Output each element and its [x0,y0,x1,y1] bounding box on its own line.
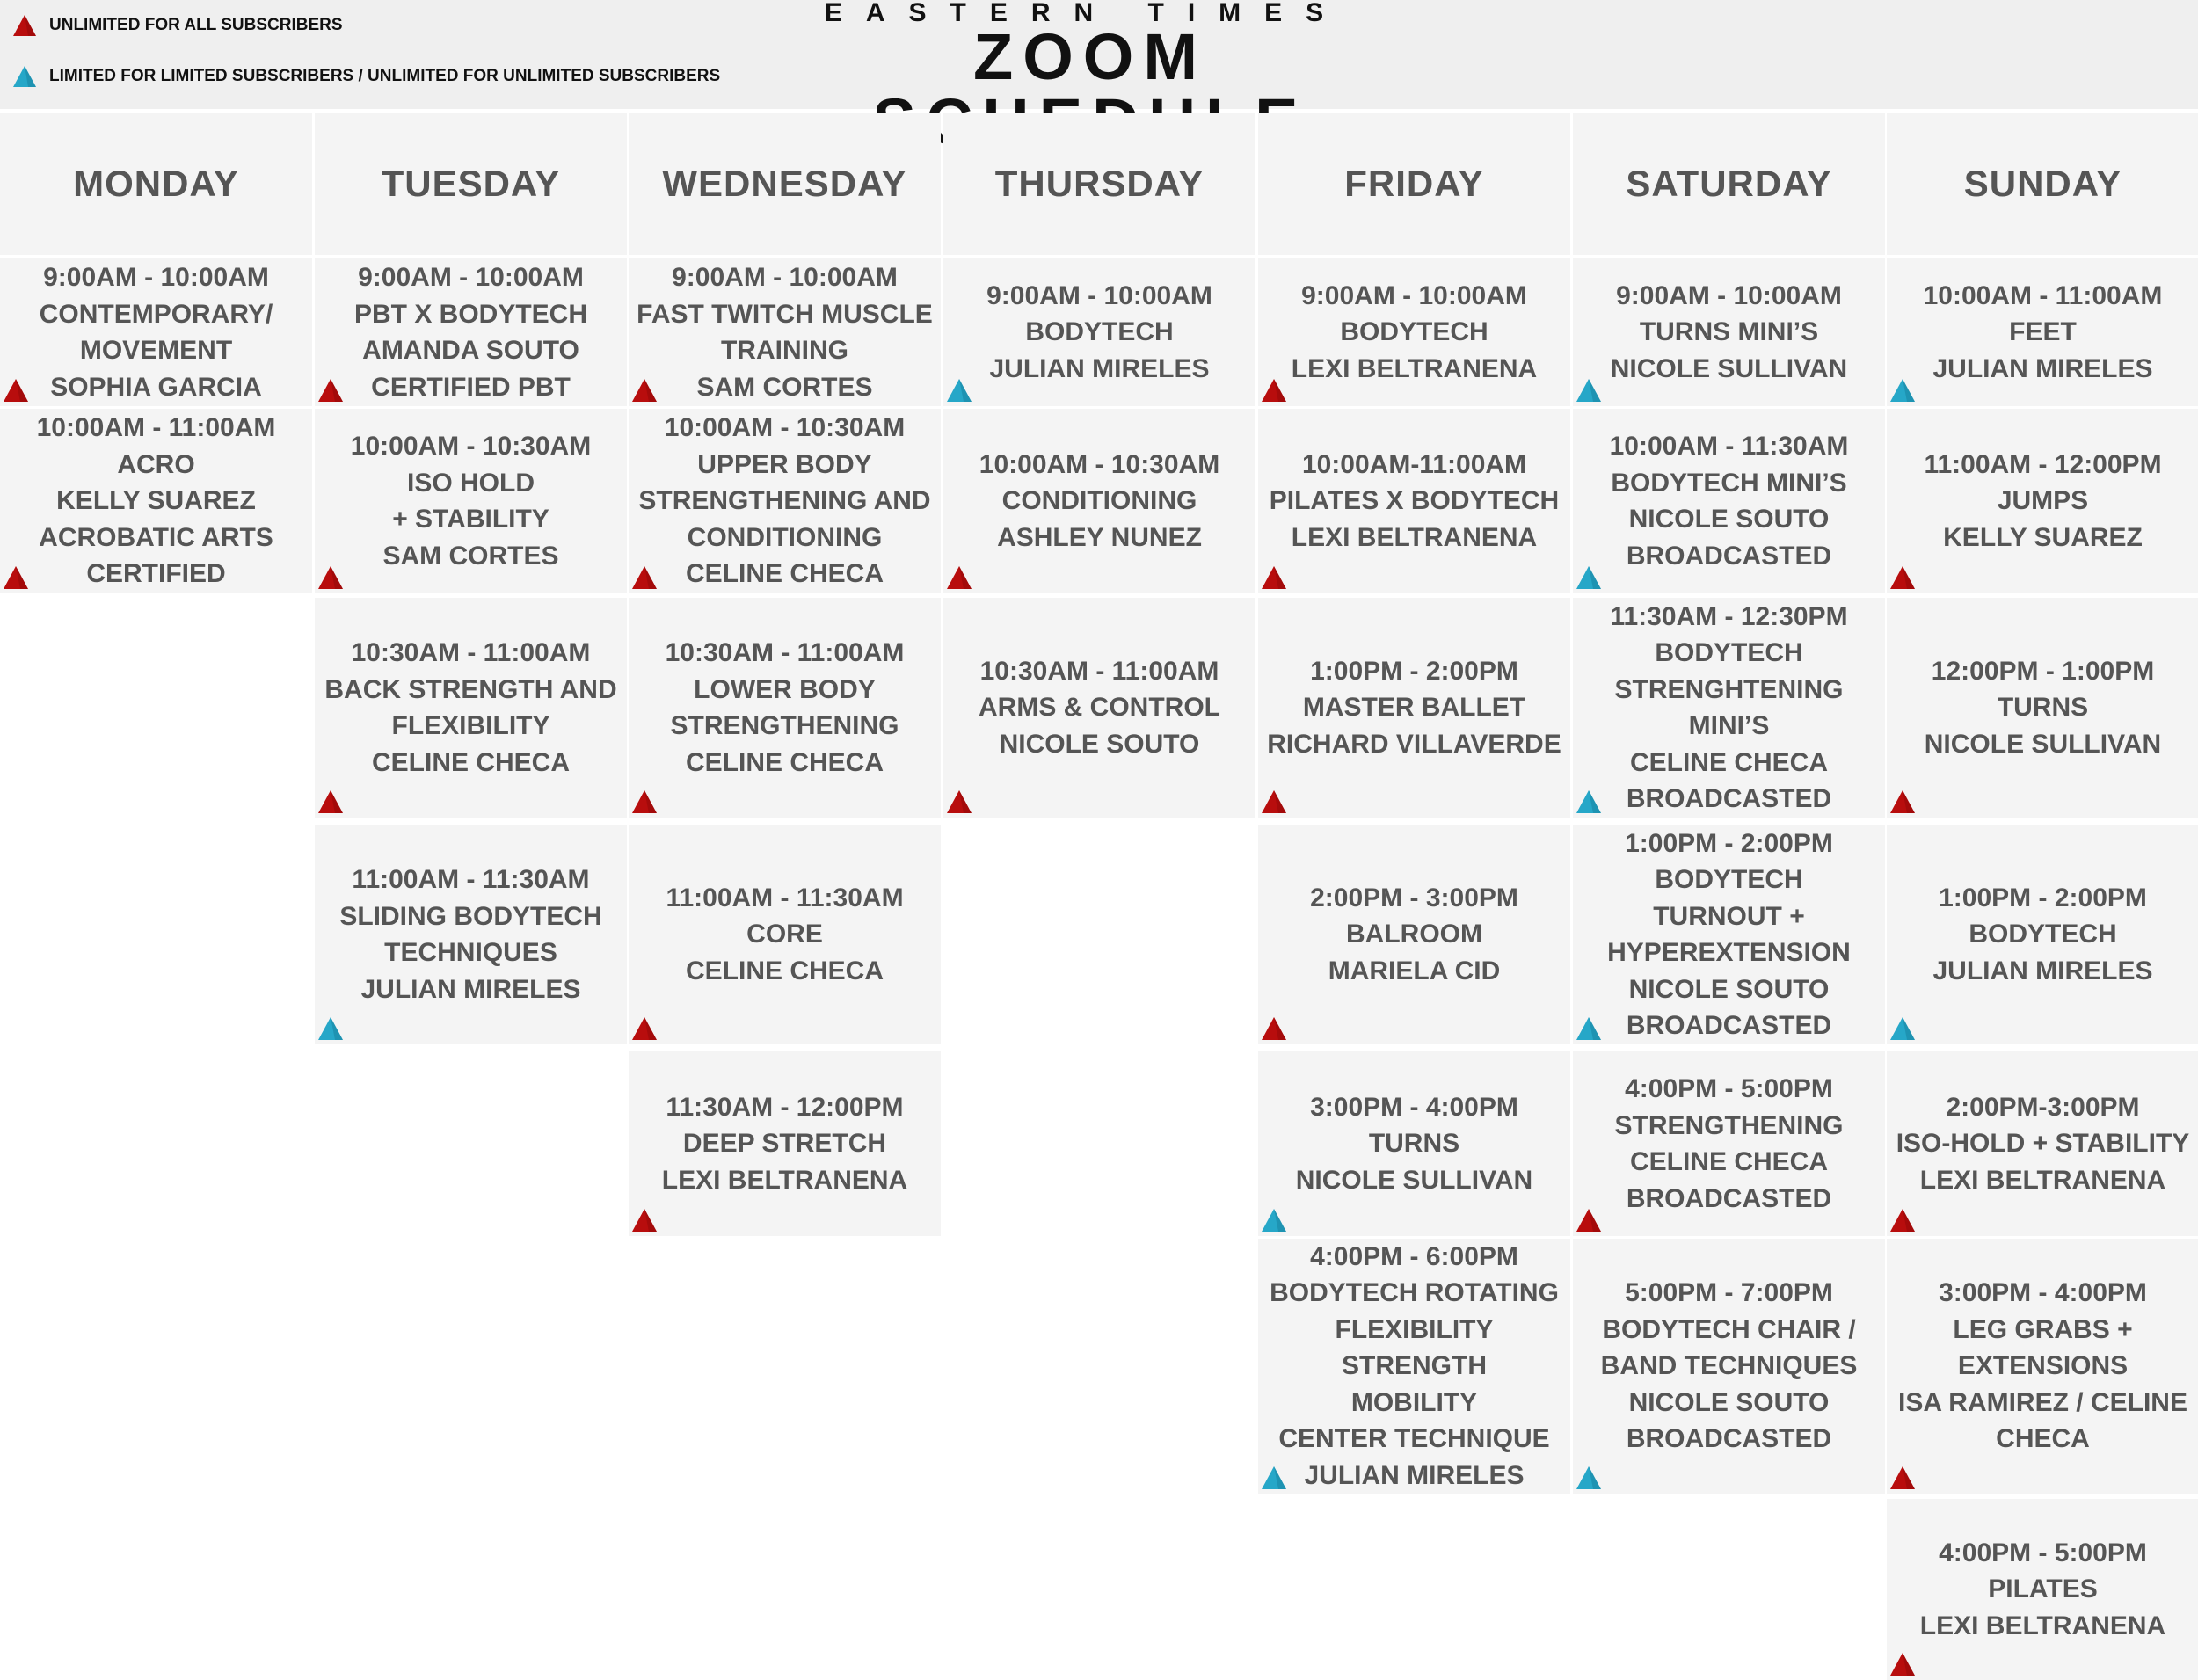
class-detail-line: KELLY SUAREZ [1943,522,2143,552]
class-detail-line: ACRO [117,449,195,479]
class-detail-line: MINI’S [1688,711,1770,740]
class-detail-line: CELINE CHECA [685,956,884,985]
class-time: 10:00AM - 10:30AM [979,449,1220,479]
class-time: 5:00PM - 7:00PM [1625,1278,1833,1308]
red-triangle-icon [1889,1207,1916,1233]
class-detail-line: BODYTECH [1655,865,1803,894]
class-details [986,278,1212,388]
class-detail-line: BROADCASTED [1626,1183,1832,1213]
blue-triangle-icon [946,377,972,404]
class-cell [1887,409,2198,593]
red-triangle-icon [1261,377,1287,404]
class-detail-line: NICOLE SOUTO [1628,974,1830,1004]
class-detail-line: STRENGTH [1342,1351,1487,1381]
class-cell [1573,409,1885,593]
class-detail-line: CHECA [1996,1424,2090,1454]
class-time: 11:30AM - 12:00PM [666,1092,904,1122]
class-detail-line: BROADCASTED [1626,1424,1832,1454]
class-detail-line: KELLY SUAREZ [56,486,256,516]
red-triangle-icon [1889,564,1916,591]
class-time: 10:30AM - 11:00AM [979,656,1219,686]
day-header-saturday: SATURDAY [1573,113,1885,255]
class-cell [1887,825,2198,1044]
legend-label-unlimited: UNLIMITED FOR ALL SUBSCRIBERS [49,16,343,34]
class-cell [943,598,1255,818]
class-detail-line: AMANDA SOUTO [362,336,579,365]
blue-triangle-icon [1576,1015,1602,1042]
class-detail-line: STRENGTHENING [670,711,899,740]
class-details [1932,880,2152,990]
class-time: 9:00AM - 10:00AM [986,280,1212,310]
class-detail-line: BODYTECH [1025,317,1174,347]
class-detail-line: BODYTECH MINI’S [1611,468,1847,498]
class-detail-line: PBT X BODYTECH [353,299,588,329]
class-detail-line: LOWER BODY [694,674,876,704]
class-details [351,428,591,574]
class-details [1292,278,1537,388]
class-detail-line: SLIDING BODYTECH [339,901,602,931]
class-detail-line: TURNOUT + [1653,901,1805,931]
class-time: 9:00AM - 10:00AM [1616,280,1842,310]
blue-triangle-icon [317,1015,344,1042]
class-detail-line: ISO-HOLD + STABILITY [1896,1129,2190,1159]
class-detail-line: TRAINING [720,336,848,365]
class-detail-line: BODYTECH [1340,317,1488,347]
class-time: 3:00PM - 4:00PM [1310,1092,1518,1122]
class-detail-line: LEXI BELTRANENA [661,1165,908,1195]
class-detail-line: NICOLE SULLIVAN [1924,729,2162,759]
day-header-friday: FRIDAY [1258,113,1570,255]
class-details [1920,1535,2165,1645]
red-triangle-icon [631,564,658,591]
legend-label-limited: LIMITED FOR LIMITED SUBSCRIBERS / UNLIMITED FOR UNLIMITED SUBSCRIBERS [49,67,721,85]
class-details [1601,1275,1858,1458]
class-time: 10:30AM - 11:00AM [351,638,591,667]
class-cell [629,1051,941,1236]
class-cell [1573,258,1885,406]
class-details [637,259,933,405]
class-detail-line: TURNS [1368,1129,1460,1159]
class-details [1610,599,1847,818]
class-detail-line: PILATES X BODYTECH [1269,486,1560,516]
class-time: 10:00AM-11:00AM [1301,449,1527,479]
class-details [1610,428,1849,574]
class-detail-line: CONDITIONING [687,522,883,552]
class-cell [1258,1239,1570,1494]
class-details [979,447,1219,556]
class-details [339,862,601,1007]
class-detail-line: FLEXIBILITY [391,711,550,740]
class-time: 4:00PM - 6:00PM [1310,1241,1518,1271]
day-header-thursday: THURSDAY [943,113,1255,255]
class-time: 4:00PM - 5:00PM [1939,1538,2147,1567]
class-detail-line: ACROBATIC ARTS [39,522,273,552]
class-detail-line: BODYTECH CHAIR / [1602,1314,1856,1344]
class-details [1924,447,2161,556]
day-header-tuesday: TUESDAY [315,113,627,255]
class-detail-line: FAST TWITCH MUSCLE [637,299,933,329]
blue-triangle-icon [1576,564,1602,591]
class-detail-line: STRENGTHENING AND [638,486,931,516]
class-detail-line: BODYTECH [1655,638,1803,667]
red-triangle-icon [3,564,29,591]
class-cell [0,258,312,406]
class-cell [1258,409,1570,593]
class-time: 9:00AM - 10:00AM [43,263,269,292]
class-detail-line: CELINE CHECA [685,747,884,777]
class-time: 11:00AM - 11:30AM [352,865,590,894]
page-title: ZOOM [973,20,1207,93]
red-triangle-icon [3,377,29,404]
class-time: 10:00AM - 10:30AM [350,432,592,461]
class-detail-line: BACK STRENGTH AND [324,674,617,704]
class-detail-line: CENTER TECHNIQUE [1278,1424,1550,1454]
class-time: 1:00PM - 2:00PM [1625,828,1833,858]
class-detail-line: NICOLE SULLIVAN [1610,353,1848,383]
class-details [1267,653,1561,763]
class-details [354,259,587,405]
class-cell [1258,258,1570,406]
class-detail-line: DEEP STRETCH [682,1129,887,1159]
class-cell [1573,1051,1885,1236]
class-cell [629,409,941,593]
class-cell [1887,1499,2198,1680]
class-detail-line: MOBILITY [1350,1387,1478,1417]
blue-triangle-icon [1576,789,1602,815]
class-details [1310,880,1518,990]
class-cell [1887,1051,2198,1236]
class-detail-line: BROADCASTED [1626,1011,1832,1040]
class-detail-line: JULIAN MIRELES [360,974,581,1004]
class-cell [629,258,941,406]
class-cell [1573,598,1885,818]
class-detail-line: LEXI BELTRANENA [1291,353,1538,383]
class-cell [1887,598,2198,818]
class-cell [0,409,312,593]
class-cell [1573,1239,1885,1494]
class-time: 11:00AM - 11:30AM [666,883,904,913]
class-detail-line: ISO HOLD [406,468,535,498]
class-detail-line: ASHLEY NUNEZ [997,522,1202,552]
blue-triangle-icon [1261,1207,1287,1233]
red-triangle-icon [1261,564,1287,591]
red-triangle-icon [946,789,972,815]
class-detail-line: JULIAN MIRELES [1932,956,2153,985]
class-cell [1887,1239,2198,1494]
day-header-sunday: SUNDAY [1887,113,2198,255]
brand-name: EASTERN TIMES [824,0,1348,27]
class-details [1896,1089,2190,1199]
class-time: 10:30AM - 11:00AM [665,638,905,667]
class-detail-line: EXTENSIONS [1957,1351,2129,1381]
class-time: 12:00PM - 1:00PM [1931,656,2155,686]
class-cell [943,409,1255,593]
class-detail-line: FEET [2009,317,2077,347]
class-cell [629,825,941,1044]
class-details [40,259,273,405]
class-detail-line: BAND TECHNIQUES [1600,1351,1858,1381]
class-detail-line: + STABILITY [392,505,550,534]
class-time: 1:00PM - 2:00PM [1939,883,2147,913]
class-detail-line: STRENGTHENING [1614,1110,1844,1140]
class-detail-line: MOVEMENT [79,336,233,365]
class-time: 9:00AM - 10:00AM [358,263,584,292]
class-details [1270,447,1559,556]
class-time: 11:00AM - 12:00PM [1924,449,2162,479]
class-detail-line: NICOLE SULLIVAN [1295,1165,1533,1195]
class-details [666,880,903,990]
class-detail-line: SOPHIA GARCIA [50,372,262,402]
red-triangle-icon [317,564,344,591]
class-detail-line: PILATES [1988,1575,2098,1604]
class-details [662,1089,907,1199]
class-time: 9:00AM - 10:00AM [672,263,898,292]
class-details [1607,825,1851,1044]
red-triangle-icon [631,1207,658,1233]
class-detail-line: LEXI BELTRANENA [1919,1611,2166,1640]
class-detail-line: NICOLE SOUTO [1628,505,1830,534]
class-time: 10:00AM - 11:00AM [1923,280,2163,310]
red-triangle-icon [631,789,658,815]
red-triangle-icon [631,377,658,404]
class-detail-line: MASTER BALLET [1302,693,1526,723]
class-cell [315,258,627,406]
blue-triangle-icon [1889,377,1916,404]
blue-triangle-icon [1576,1465,1602,1491]
class-cell [1258,598,1570,818]
class-detail-line: HYPEREXTENSION [1607,938,1851,967]
class-detail-line: TURNS MINI’S [1639,317,1819,347]
class-cell [1887,258,2198,406]
blue-triangle-icon [1261,1465,1287,1491]
class-detail-line: NICOLE SOUTO [999,729,1200,759]
class-details [979,653,1220,763]
class-detail-line: NICOLE SOUTO [1628,1387,1830,1417]
class-details [37,410,276,593]
class-details [1925,653,2161,763]
class-details [324,635,616,781]
class-detail-line: FLEXIBILITY [1335,1314,1494,1344]
red-triangle-icon [631,1015,658,1042]
class-cell [943,258,1255,406]
class-detail-line: RICHARD VILLAVERDE [1267,729,1561,759]
class-detail-line: SAM CORTES [382,541,559,571]
class-detail-line: BROADCASTED [1626,541,1832,571]
class-detail-line: CELINE CHECA [1629,747,1828,777]
red-triangle-icon [1261,1015,1287,1042]
class-details [1296,1089,1532,1199]
class-time: 2:00PM-3:00PM [1946,1092,2140,1122]
class-cell [315,409,627,593]
class-detail-line: BALROOM [1346,920,1482,949]
class-detail-line: LEXI BELTRANENA [1919,1165,2166,1195]
red-triangle-icon [1261,789,1287,815]
class-time: 9:00AM - 10:00AM [1301,280,1527,310]
class-detail-line: STRENGHTENING [1614,674,1844,704]
class-cell [315,598,627,818]
red-triangle-icon [1889,1465,1916,1491]
class-detail-line: CONDITIONING [1001,486,1197,516]
class-time: 1:00PM - 2:00PM [1310,656,1518,686]
class-detail-line: LEXI BELTRANENA [1291,522,1538,552]
class-detail-line: ARMS & CONTROL [979,693,1220,723]
red-triangle-icon [946,564,972,591]
class-detail-line: JULIAN MIRELES [1932,353,2153,383]
class-detail-line: BROADCASTED [1626,784,1832,813]
class-detail-line: CELINE CHECA [371,747,570,777]
class-details [1614,1071,1843,1217]
class-details [1898,1275,2187,1458]
class-detail-line: CORE [746,920,823,949]
class-detail-line: UPPER BODY [697,449,872,479]
class-detail-line: BODYTECH ROTATING [1270,1278,1559,1308]
class-details [1924,278,2163,388]
red-triangle-icon [317,789,344,815]
class-detail-line: JULIAN MIRELES [989,353,1210,383]
class-cell [315,825,627,1044]
class-detail-line: CELINE CHECA [685,559,884,589]
class-time: 2:00PM - 3:00PM [1310,883,1518,913]
class-time: 3:00PM - 4:00PM [1939,1278,2147,1308]
class-details [1611,278,1847,388]
blue-triangle-icon [1889,1015,1916,1042]
class-detail-line: MARIELA CID [1328,956,1501,985]
class-detail-line: JUMPS [1997,486,2089,516]
class-details [1270,1239,1559,1495]
class-time: 11:30AM - 12:30PM [1610,601,1848,631]
red-triangle-icon [317,377,344,404]
red-triangle-icon [1889,789,1916,815]
class-detail-line: TURNS [1997,693,2089,723]
class-detail-line: CONTEMPORARY/ [39,299,273,329]
class-detail-line: BODYTECH [1969,920,2117,949]
class-details [638,410,930,593]
class-detail-line: LEG GRABS + [1953,1314,2133,1344]
class-details [666,635,905,781]
blue-triangle-icon [1576,377,1602,404]
class-time: 4:00PM - 5:00PM [1625,1074,1833,1103]
red-triangle-icon [1576,1207,1602,1233]
class-time: 10:00AM - 11:00AM [36,413,276,443]
class-detail-line: CERTIFIED PBT [371,372,571,402]
class-cell [1258,825,1570,1044]
class-detail-line: JULIAN MIRELES [1304,1460,1525,1490]
day-header-monday: MONDAY [0,113,312,255]
class-detail-line: CERTIFIED [86,559,226,589]
red-triangle-icon [1889,1651,1916,1677]
class-detail-line: ISA RAMIREZ / CELINE [1898,1387,2187,1417]
class-detail-line: CELINE CHECA [1629,1147,1828,1176]
class-time: 10:00AM - 10:30AM [664,413,906,443]
class-detail-line: TECHNIQUES [384,938,557,967]
class-cell [1573,825,1885,1044]
class-cell [629,598,941,818]
class-detail-line: SAM CORTES [696,372,873,402]
class-time: 10:00AM - 11:30AM [1609,432,1849,461]
day-header-wednesday: WEDNESDAY [629,113,941,255]
class-cell [1258,1051,1570,1236]
